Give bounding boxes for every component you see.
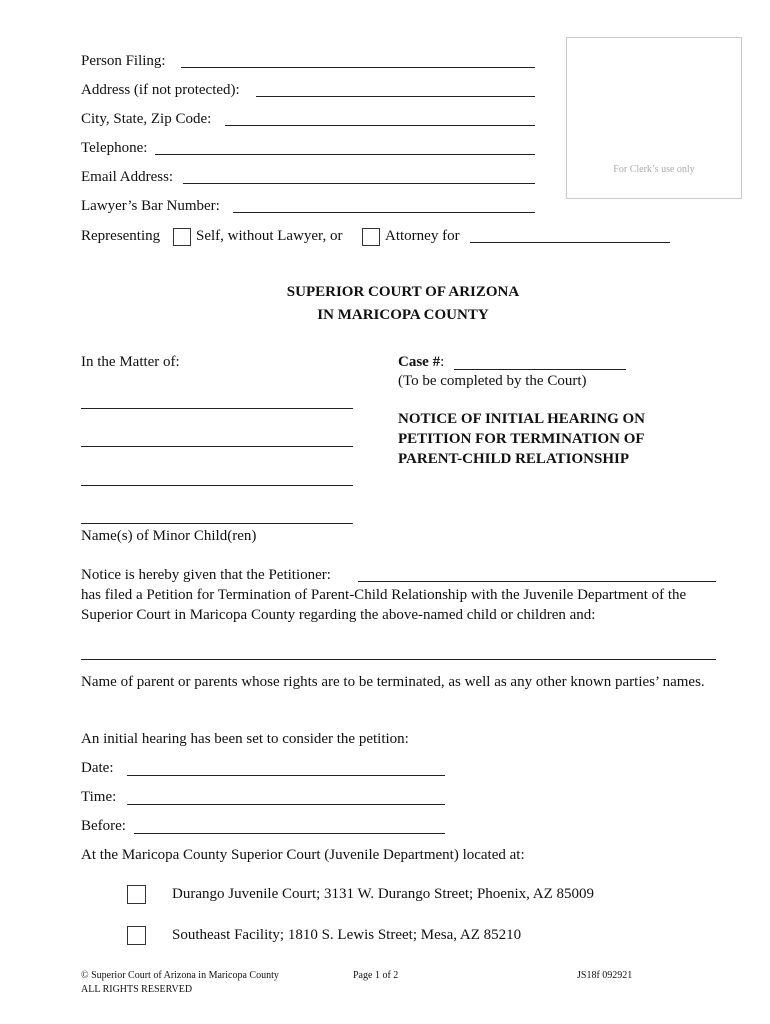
matter-name-line-4[interactable] — [81, 523, 353, 524]
location-intro-text: At the Maricopa County Superior Court (Juvenile Department) located at: — [81, 847, 525, 863]
parents-names-label: Name of parent or parents whose rights are to be terminated, as well as any other known parties’ names. — [81, 674, 705, 690]
parents-names-field[interactable] — [81, 659, 716, 660]
footer-rights: ALL RIGHTS RESERVED — [81, 984, 193, 995]
bar-number-field[interactable] — [233, 212, 535, 213]
person-filing-label: Person Filing: — [81, 53, 166, 69]
minor-names-label: Name(s) of Minor Child(ren) — [81, 528, 257, 544]
date-field[interactable] — [127, 775, 445, 776]
matter-name-line-3[interactable] — [81, 485, 353, 486]
court-title: SUPERIOR COURT OF ARIZONA — [286, 284, 520, 300]
bar-number-label: Lawyer’s Bar Number: — [81, 198, 220, 214]
city-state-zip-field[interactable] — [225, 125, 535, 126]
hearing-set-text: An initial hearing has been set to consider the petition: — [81, 731, 409, 747]
date-label: Date: — [81, 760, 114, 776]
matter-name-line-1[interactable] — [81, 408, 353, 409]
telephone-field[interactable] — [155, 154, 535, 155]
case-number-field[interactable] — [454, 369, 626, 370]
durango-location-label: Durango Juvenile Court; 3131 W. Durango Street; Phoenix, AZ 85009 — [172, 886, 595, 902]
before-label: Before: — [81, 818, 126, 834]
footer-page-number: Page 1 of 2 — [353, 970, 399, 981]
durango-checkbox[interactable] — [127, 885, 146, 904]
filed-petition-text: has filed a Petition for Termination of Parent-Child Relationship with the Juvenile Department of the Superior Court in Maricopa County regarding the above-named child or children and: — [81, 587, 687, 623]
email-field[interactable] — [183, 183, 535, 184]
before-field[interactable] — [134, 833, 445, 834]
clerk-use-box — [566, 37, 742, 199]
southeast-checkbox[interactable] — [127, 926, 146, 945]
telephone-label: Telephone: — [81, 140, 148, 156]
self-checkbox[interactable] — [173, 228, 191, 246]
self-label: Self, without Lawyer, or — [196, 228, 343, 244]
email-label: Email Address: — [81, 169, 174, 185]
representing-label: Representing — [81, 228, 161, 244]
notice-title-line-3: PARENT-CHILD RELATIONSHIP — [398, 451, 630, 467]
attorney-for-field[interactable] — [470, 242, 670, 243]
notice-title-line-2: PETITION FOR TERMINATION OF — [398, 431, 645, 447]
county-title: IN MARICOPA COUNTY — [317, 307, 489, 323]
time-field[interactable] — [127, 804, 445, 805]
clerk-use-label: For Clerk’s use only — [613, 164, 695, 175]
case-number-label: Case #: — [398, 354, 445, 370]
footer-copyright: © Superior Court of Arizona in Maricopa County — [81, 970, 279, 981]
address-label: Address (if not protected): — [81, 82, 240, 98]
address-field[interactable] — [256, 96, 535, 97]
notice-title-line-1: NOTICE OF INITIAL HEARING ON — [398, 411, 645, 427]
matter-of-label: In the Matter of: — [81, 354, 180, 370]
notice-given-text: Notice is hereby given that the Petitioner: — [81, 567, 331, 583]
matter-name-line-2[interactable] — [81, 446, 353, 447]
attorney-label: Attorney for — [385, 228, 460, 244]
footer-form-code: JS18f 092921 — [577, 970, 633, 981]
attorney-checkbox[interactable] — [362, 228, 380, 246]
person-filing-field[interactable] — [181, 67, 535, 68]
time-label: Time: — [81, 789, 117, 805]
southeast-location-label: Southeast Facility; 1810 S. Lewis Street; Mesa, AZ 85210 — [172, 927, 522, 943]
petitioner-field[interactable] — [358, 581, 716, 582]
case-number-note: (To be completed by the Court) — [398, 373, 587, 389]
city-state-zip-label: City, State, Zip Code: — [81, 111, 212, 127]
